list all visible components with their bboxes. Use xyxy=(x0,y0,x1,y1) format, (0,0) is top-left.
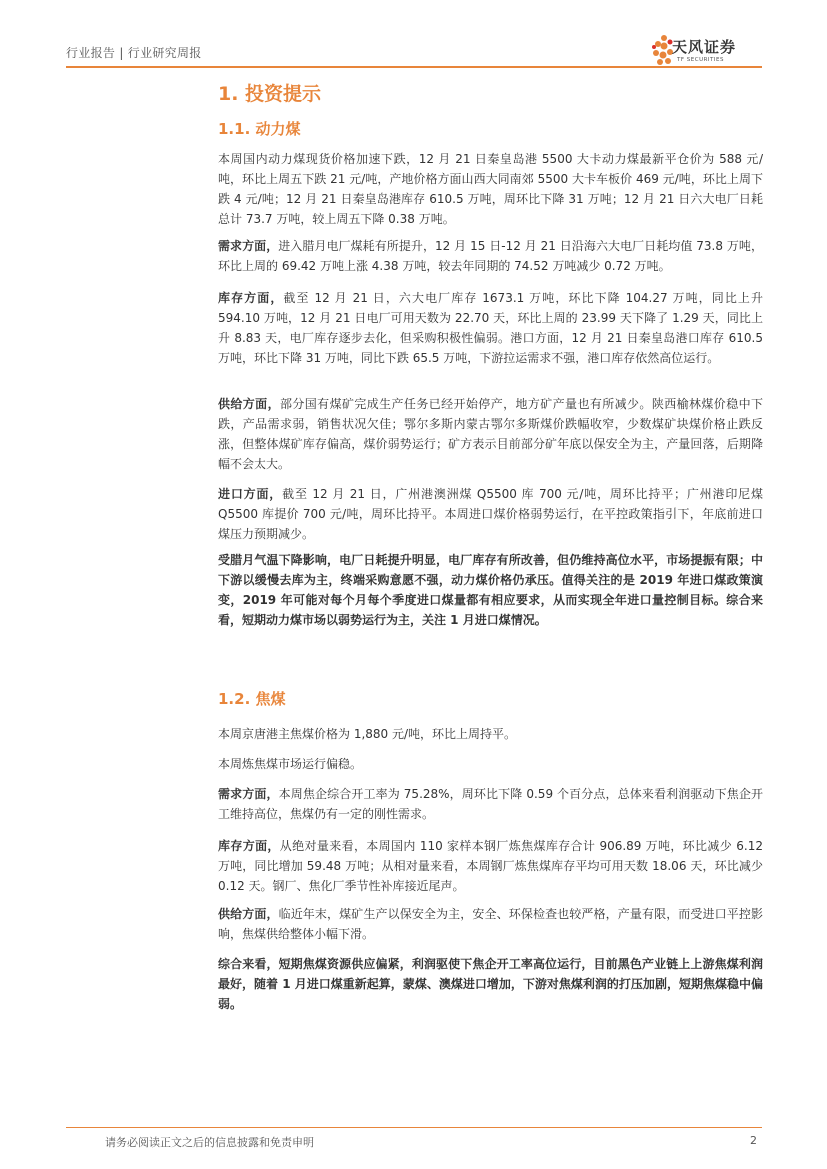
coking-coal-market: 本周炼焦煤市场运行偏稳。 xyxy=(218,757,363,771)
thermal-coal-demand: 需求方面，进入腊月电厂煤耗有所提升，12 月 15 日-12 月 21 日沿海六大电厂日耗均值 73.8 万吨，环比上周的 69.42 万吨上涨 4.38 万吨，较去年同期的 74.52 万吨减少 0.72 万吨。 xyxy=(218,239,763,273)
supply-lead: 供给方面， xyxy=(218,397,280,411)
thermal-coal-overview: 本周国内动力煤现货价格加速下跌，12 月 21 日秦皇岛港 5500 大卡动力煤最新平仓价为 588 元/吨，环比上周五下跌 21 元/吨，产地价格方面山西大同南郊 5500 大卡车板价 469 元/吨，环比上周下跌 4 元/吨；12 月 21 日秦皇岛港库存 610.5 万吨，周环比下降 31 万吨；12 月 21 日六大电厂日耗总计 73.7 万吨，较上周五下降 0.38 万吨。 xyxy=(218,152,763,226)
demand-lead: 需求方面， xyxy=(218,787,279,801)
logo-text: 天风证券 xyxy=(672,38,737,56)
thermal-coal-conclusion: 受腊月气温下降影响，电厂日耗提升明显，电厂库存有所改善，但仍维持高位水平，市场提振有限；中下游以缓慢去库为主，终端采购意愿不强，动力煤价格仍承压。值得关注的是 2019 年进口煤政策演变，2019 年可能对每个月每个季度进口煤量都有相应要求，从而实现全年进口量控制目标。综合来看，短期动力煤市场以弱势运行为主，关注 1 月进口煤情况。 xyxy=(218,553,763,627)
header-breadcrumb: 行业报告 | 行业研究周报 xyxy=(66,46,202,60)
thermal-coal-inventory: 库存方面，截至 12 月 21 日，六大电厂库存 1673.1 万吨，环比下降 104.27 万吨，同比上升 594.10 万吨，12 月 21 日电厂可用天数为 22.70 天，环比上周的 23.99 天下降了 1.29 天，同比上升 8.83 天，电厂库存逐步去化，但采购积极性偏弱。港口方面，12 月 21 日秦皇岛港口库存 610.5 万吨，环比下降 31 万吨，同比下跌 65.5 万吨，下游拉运需求不强，港口库存依然高位运行。 xyxy=(218,291,763,365)
import-lead: 进口方面， xyxy=(218,487,283,501)
inventory-lead: 库存方面， xyxy=(218,291,284,305)
coking-coal-supply: 供给方面，临近年末，煤矿生产以保安全为主，安全、环保检查也较严格，产量有限，而受进口平控影响，焦煤供给整体小幅下滑。 xyxy=(218,907,763,941)
logo-subtext: TF SECURITIES xyxy=(677,57,724,63)
section-1-1-title: 1.1. 动力煤 xyxy=(218,120,301,138)
demand-lead: 需求方面， xyxy=(218,239,279,253)
thermal-coal-import: 进口方面，截至 12 月 21 日，广州港澳洲煤 Q5500 库 700 元/吨，周环比持平；广州港印尼煤 Q5500 库提价 700 元/吨，周环比持平。本周进口煤价格弱势运行，在平控政策指引下，年底前进口煤压力预期减少。 xyxy=(218,487,763,541)
coking-coal-inventory: 库存方面，从绝对量来看，本周国内 110 家样本钢厂炼焦煤库存合计 906.89 万吨，环比减少 6.12 万吨，同比增加 59.48 万吨；从相对量来看，本周钢厂炼焦煤库存平均可用天数 18.06 天，环比减少 0.12 天。钢厂、焦化厂季节性补库接近尾声。 xyxy=(218,839,763,893)
supply-lead: 供给方面， xyxy=(218,907,279,921)
section-1-title: 1. 投资提示 xyxy=(218,83,322,105)
inventory-lead: 库存方面， xyxy=(218,839,280,853)
page-number: 2 xyxy=(750,1134,757,1147)
section-1-2-title: 1.2. 焦煤 xyxy=(218,690,286,708)
coking-coal-price: 本周京唐港主焦煤价格为 1,880 元/吨，环比上周持平。 xyxy=(218,727,517,741)
coking-coal-demand: 需求方面，本周焦企综合开工率为 75.28%，周环比下降 0.59 个百分点，总体来看利润驱动下焦企开工维持高位，焦煤仍有一定的刚性需求。 xyxy=(218,787,763,821)
thermal-coal-supply: 供给方面，部分国有煤矿完成生产任务已经开始停产，地方矿产量也有所减少。陕西榆林煤价稳中下跌，产品需求弱，销售状况欠佳；鄂尔多斯内蒙古鄂尔多斯煤价跌幅收窄，少数煤矿块煤价格止跌反涨，但整体煤矿库存偏高，煤价弱势运行；矿方表示目前部分矿年底以保安全为主，产量回落，后期降幅不会太大。 xyxy=(218,397,763,471)
footer-disclaimer: 请务必阅读正文之后的信息披露和免责申明 xyxy=(105,1136,314,1149)
coking-coal-conclusion: 综合来看，短期焦煤资源供应偏紧，利润驱使下焦企开工率高位运行，目前黑色产业链上上游焦煤利润最好，随着 1 月进口煤重新起算，蒙煤、澳煤进口增加，下游对焦煤利润的打压加剧，短期焦煤稳中偏弱。 xyxy=(218,957,763,1011)
footer-divider xyxy=(66,1127,762,1128)
